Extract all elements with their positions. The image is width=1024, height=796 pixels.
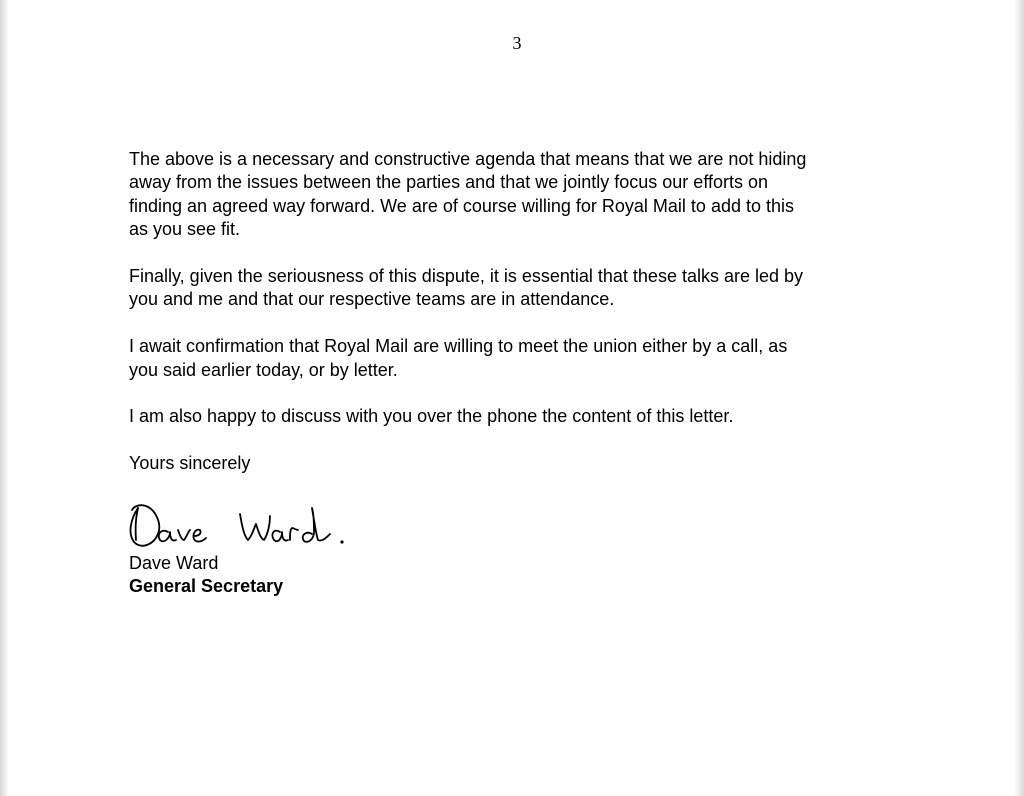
signer-name: Dave Ward <box>129 553 219 573</box>
page-right-edge <box>1014 0 1024 796</box>
signer-title: General Secretary <box>129 576 284 596</box>
handwritten-signature <box>124 494 360 554</box>
paragraph-phone-discussion: I am also happy to discuss with you over the phone the content of this letter. <box>129 406 734 427</box>
paragraph-agenda: The above is a necessary and constructive agenda that means that we are not hiding away from the issues between the parties and that we jointly focus our efforts on finding an agreed way forward. We are of course willing for Royal Mail to add to this as you see fit. <box>129 149 807 240</box>
paragraph-talks-lead: Finally, given the seriousness of this dispute, it is essential that these talks are led by you and me and that our respective teams are in attendance. <box>129 266 804 310</box>
page-left-edge <box>0 0 9 796</box>
letter-body <box>129 148 929 452</box>
page-number: 3 <box>512 33 522 53</box>
paragraph-await-confirmation: I await confirmation that Royal Mail are willing to meet the union either by a call, as you said earlier today, or by letter. <box>129 336 788 380</box>
signer-block <box>129 552 283 598</box>
closing-salutation: Yours sincerely <box>129 453 251 473</box>
